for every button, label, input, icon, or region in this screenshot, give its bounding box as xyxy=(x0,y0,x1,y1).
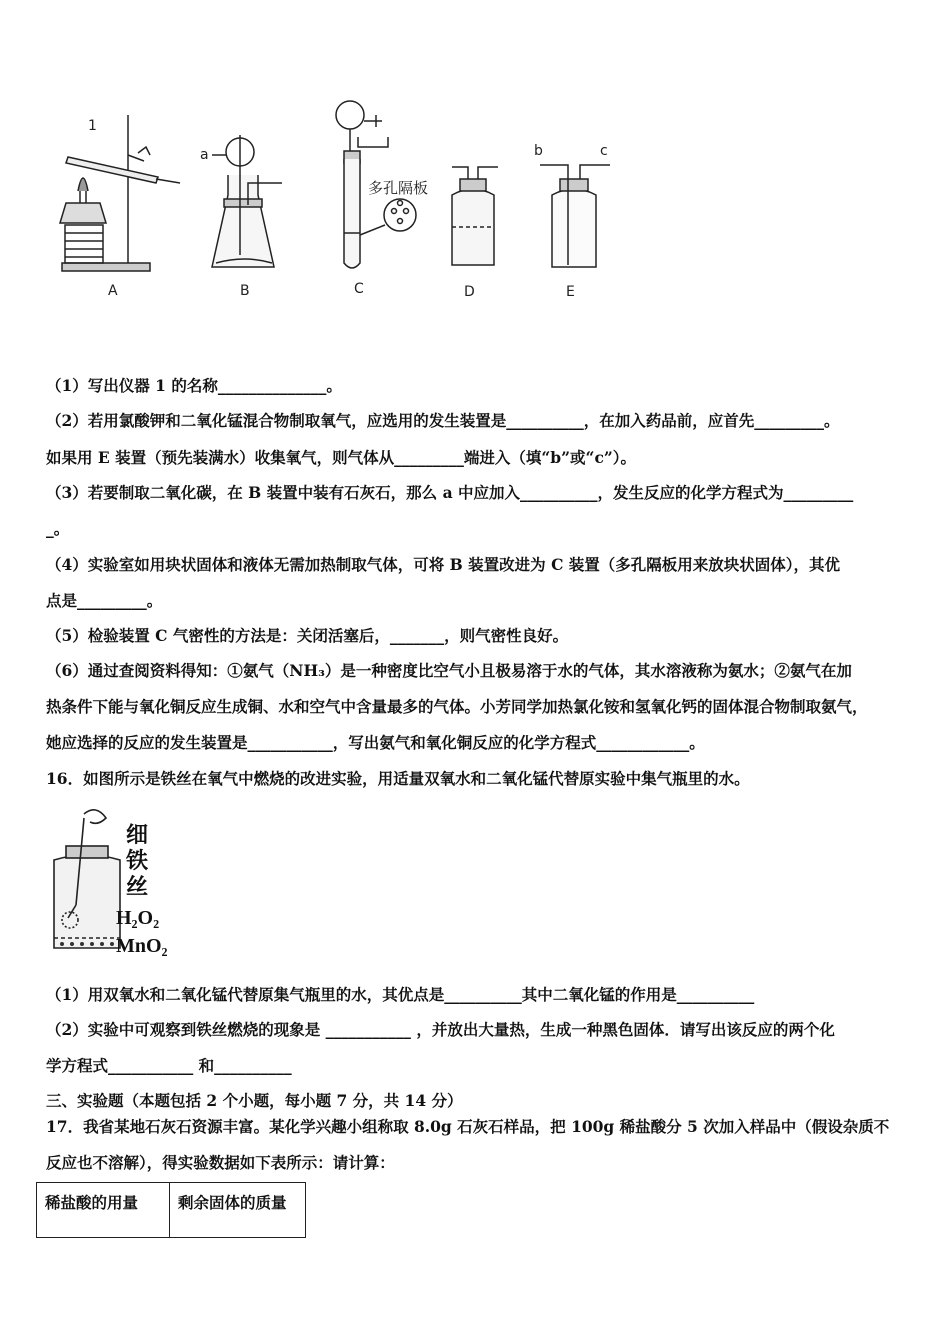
table-header-row xyxy=(37,1183,306,1238)
q15-part4-line2: 点是_________。 xyxy=(46,591,163,610)
label-a: A xyxy=(108,283,118,299)
apparatus-b xyxy=(212,135,282,267)
porous-plate-label: 多孔隔板 xyxy=(368,179,429,197)
label-c: C xyxy=(354,281,364,297)
tag-1: 1 xyxy=(88,118,97,134)
q15-part4-line1: （4）实验室如用块状固体和液体无需加热制取气体，可将 B 装置改进为 C 装置（多孔隔板用来放块状固体），其优 xyxy=(46,555,841,574)
apparatus-d xyxy=(452,167,498,265)
q16-stem: 16．如图所示是铁丝在氧气中燃烧的改进实验，用适量双氧水和二氧化锰代替原实验中集气瓶里的水。 xyxy=(46,769,750,788)
q15-part6-line3: 她应选择的反应的发生装置是___________，写出氨气和氧化铜反应的化学方程式____________。 xyxy=(46,733,705,752)
table-header-cell: 稀盐酸的用量 xyxy=(37,1183,170,1238)
iron-wire-label-3: 丝 xyxy=(126,874,149,900)
label-b: B xyxy=(240,283,250,299)
q15-part1: （1）写出仪器 1 的名称______________。 xyxy=(46,376,342,395)
table-header-cell: 剩余固体的质量 xyxy=(170,1183,306,1238)
tag-a: a xyxy=(200,147,209,163)
data-table xyxy=(36,1182,306,1238)
apparatus-e xyxy=(540,165,610,267)
q17-stem-line2: 反应也不溶解），得实验数据如下表所示：请计算： xyxy=(46,1153,395,1172)
iron-wire-label-1: 细 xyxy=(126,822,149,848)
q15-part6-line1: （6）通过查阅资料得知：①氨气（NH₃）是一种密度比空气小且极易溶于水的气体，其水溶液称为氨水；②氨气在加 xyxy=(46,661,852,680)
mno2-label: MnO₂ xyxy=(116,935,168,957)
label-e: E xyxy=(566,284,575,300)
tag-c: c xyxy=(600,143,608,159)
q15-part3-line1: （3）若要制取二氧化碳，在 B 装置中装有石灰石，那么 a 中应加入__________，发生反应的化学方程式为_________ xyxy=(46,483,854,502)
q16-part1: （1）用双氧水和二氧化锰代替原集气瓶里的水，其优点是__________其中二氧化锰的作用是__________ xyxy=(46,985,755,1004)
q15-part2-line1: （2）若用氯酸钾和二氧化锰混合物制取氧气，应选用的发生装置是__________，在加入药品前，应首先_________。 xyxy=(46,411,840,430)
q15-part6-line2: 热条件下能与氧化铜反应生成铜、水和空气中含量最多的气体。小芳同学加热氯化铵和氢氧化钙的固体混合物制取氨气， xyxy=(46,697,868,716)
tag-b: b xyxy=(534,143,543,159)
iron-wire-figure xyxy=(46,800,186,960)
q16-part2-line1: （2）实验中可观察到铁丝燃烧的现象是 ___________ ，并放出大量热，生成一种黑色固体．请写出该反应的两个化 xyxy=(46,1020,835,1039)
apparatus-a xyxy=(60,115,180,271)
q15-part2-line2: 如果用 E 装置（预先装满水）收集氧气，则气体从_________端进入（填“b”或“c”）。 xyxy=(46,448,637,467)
h2o2-label: H₂O₂ xyxy=(116,907,160,929)
q15-part3-line2: _。 xyxy=(46,519,70,538)
label-d: D xyxy=(464,284,475,300)
iron-wire-label-2: 铁 xyxy=(126,848,149,874)
q17-stem-line1: 17．我省某地石灰石资源丰富。某化学兴趣小组称取 8.0g 石灰石样品，把 100g 稀盐酸分 5 次加入样品中（假设杂质不 xyxy=(46,1117,890,1136)
section3-heading: 三、实验题（本题包括 2 个小题，每小题 7 分，共 14 分） xyxy=(46,1091,463,1110)
q16-part2-line2: 学方程式___________ 和__________ xyxy=(46,1056,292,1075)
q15-part5: （5）检验装置 C 气密性的方法是：关闭活塞后，_______，则气密性良好。 xyxy=(46,626,569,645)
apparatus-figure xyxy=(40,95,640,310)
